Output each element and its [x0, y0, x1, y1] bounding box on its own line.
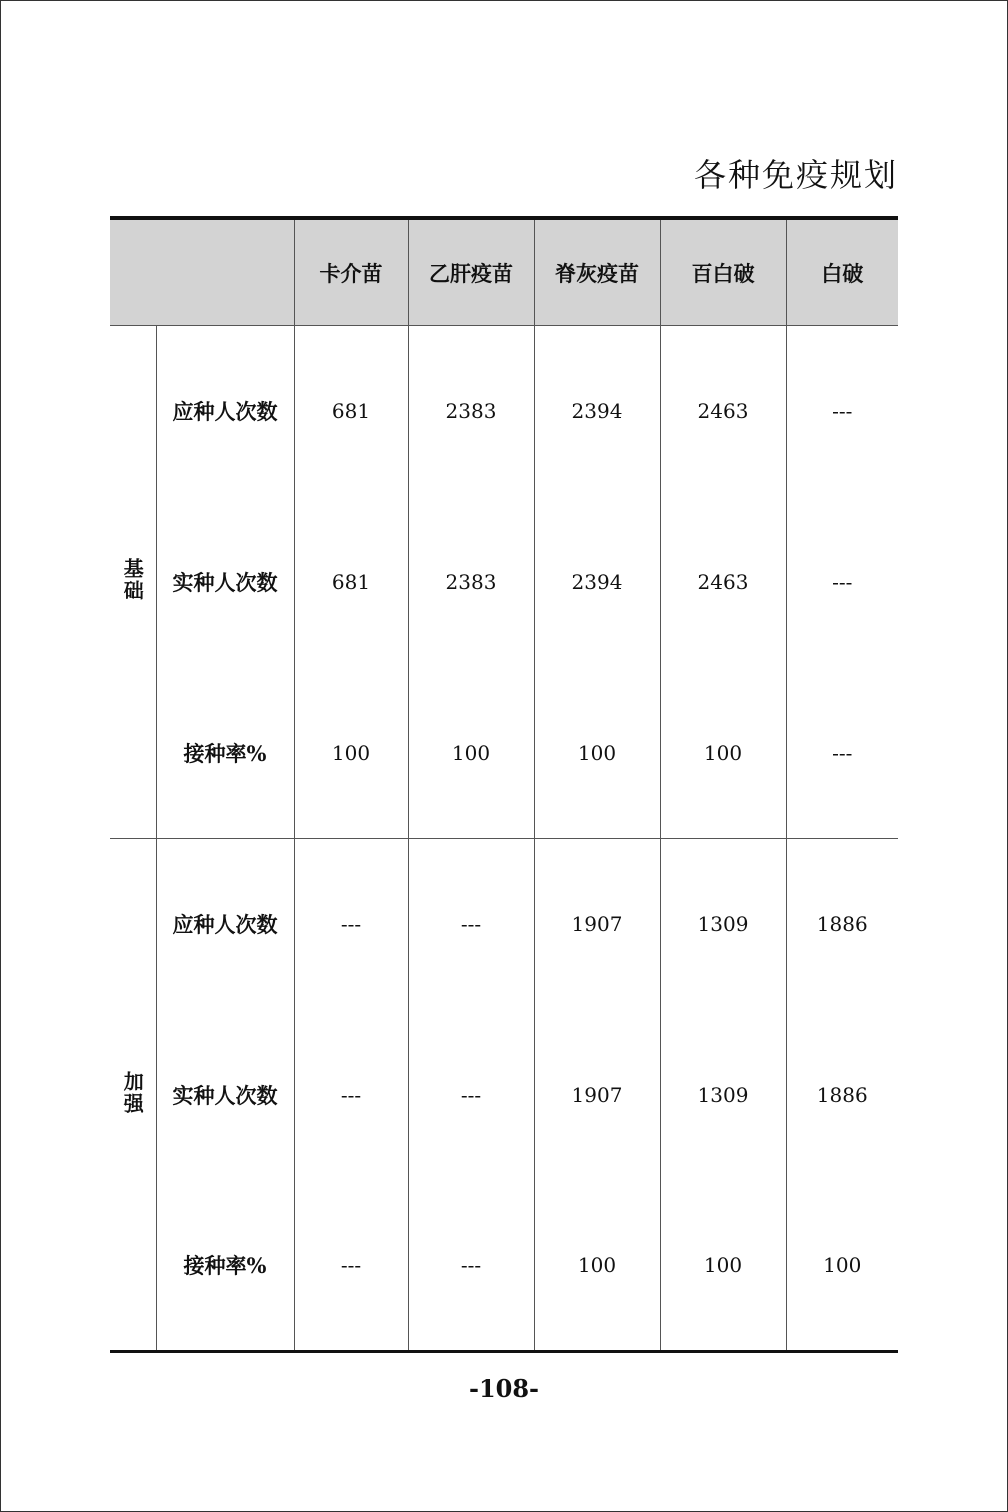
table-cell: 1907	[534, 839, 660, 1010]
table-cell: 1309	[660, 1010, 786, 1181]
row-label: 实种人次数	[156, 497, 294, 668]
table-row	[110, 1181, 898, 1352]
immunization-table	[110, 216, 898, 1353]
table-cell: 2394	[534, 497, 660, 668]
table-cell: ---	[294, 1181, 408, 1352]
group-label: 加强	[110, 839, 156, 1352]
table-cell: ---	[408, 1010, 534, 1181]
row-label: 应种人次数	[156, 326, 294, 497]
table-cell: 100	[408, 668, 534, 839]
table-cell: 100	[294, 668, 408, 839]
table-cell: 681	[294, 497, 408, 668]
table-row	[110, 326, 898, 497]
header-row	[110, 218, 898, 326]
table-cell: 1886	[816, 1083, 868, 1107]
table-cell: 2383	[408, 497, 534, 668]
table-cell: 1886	[816, 912, 868, 937]
table-row	[110, 668, 898, 839]
table-cell: 2383	[408, 326, 534, 497]
table-row	[110, 839, 898, 1010]
table-cell: 100	[786, 1181, 898, 1352]
table-cell: 2463	[660, 326, 786, 497]
table-cell: ---	[786, 668, 898, 839]
row-label: 接种率%	[156, 1181, 294, 1352]
header-corner	[110, 218, 294, 326]
table-cell: 100	[534, 668, 660, 839]
table-cell: 1309	[660, 839, 786, 1010]
table-cell: ---	[832, 570, 853, 594]
column-header: 脊灰疫苗	[534, 218, 660, 326]
table-cell: ---	[408, 1181, 534, 1352]
table-cell: ---	[294, 1010, 408, 1181]
page-title: 各种免疫规划	[693, 156, 898, 194]
table-cell: 681	[294, 326, 408, 497]
table-cell: 100	[534, 1181, 660, 1352]
table-cell: 1907	[534, 1010, 660, 1181]
column-header: 乙肝疫苗	[408, 218, 534, 326]
column-header: 卡介苗	[294, 218, 408, 326]
column-header: 白破	[786, 218, 898, 326]
row-label: 接种率%	[156, 668, 294, 839]
table-row	[110, 497, 898, 668]
row-label: 应种人次数	[156, 839, 294, 1010]
table-cell: 100	[660, 668, 786, 839]
table-cell: ---	[294, 839, 408, 1010]
table-cell: 2394	[534, 326, 660, 497]
table-cell: 100	[660, 1181, 786, 1352]
table-row	[110, 1010, 898, 1181]
table-cell: ---	[408, 839, 534, 1010]
group-label: 基础	[110, 326, 156, 839]
column-header: 百白破	[660, 218, 786, 326]
page-number: -108-	[468, 1374, 540, 1403]
row-label: 实种人次数	[156, 1010, 294, 1181]
table-cell: 2463	[660, 497, 786, 668]
table-cell: ---	[832, 399, 853, 424]
